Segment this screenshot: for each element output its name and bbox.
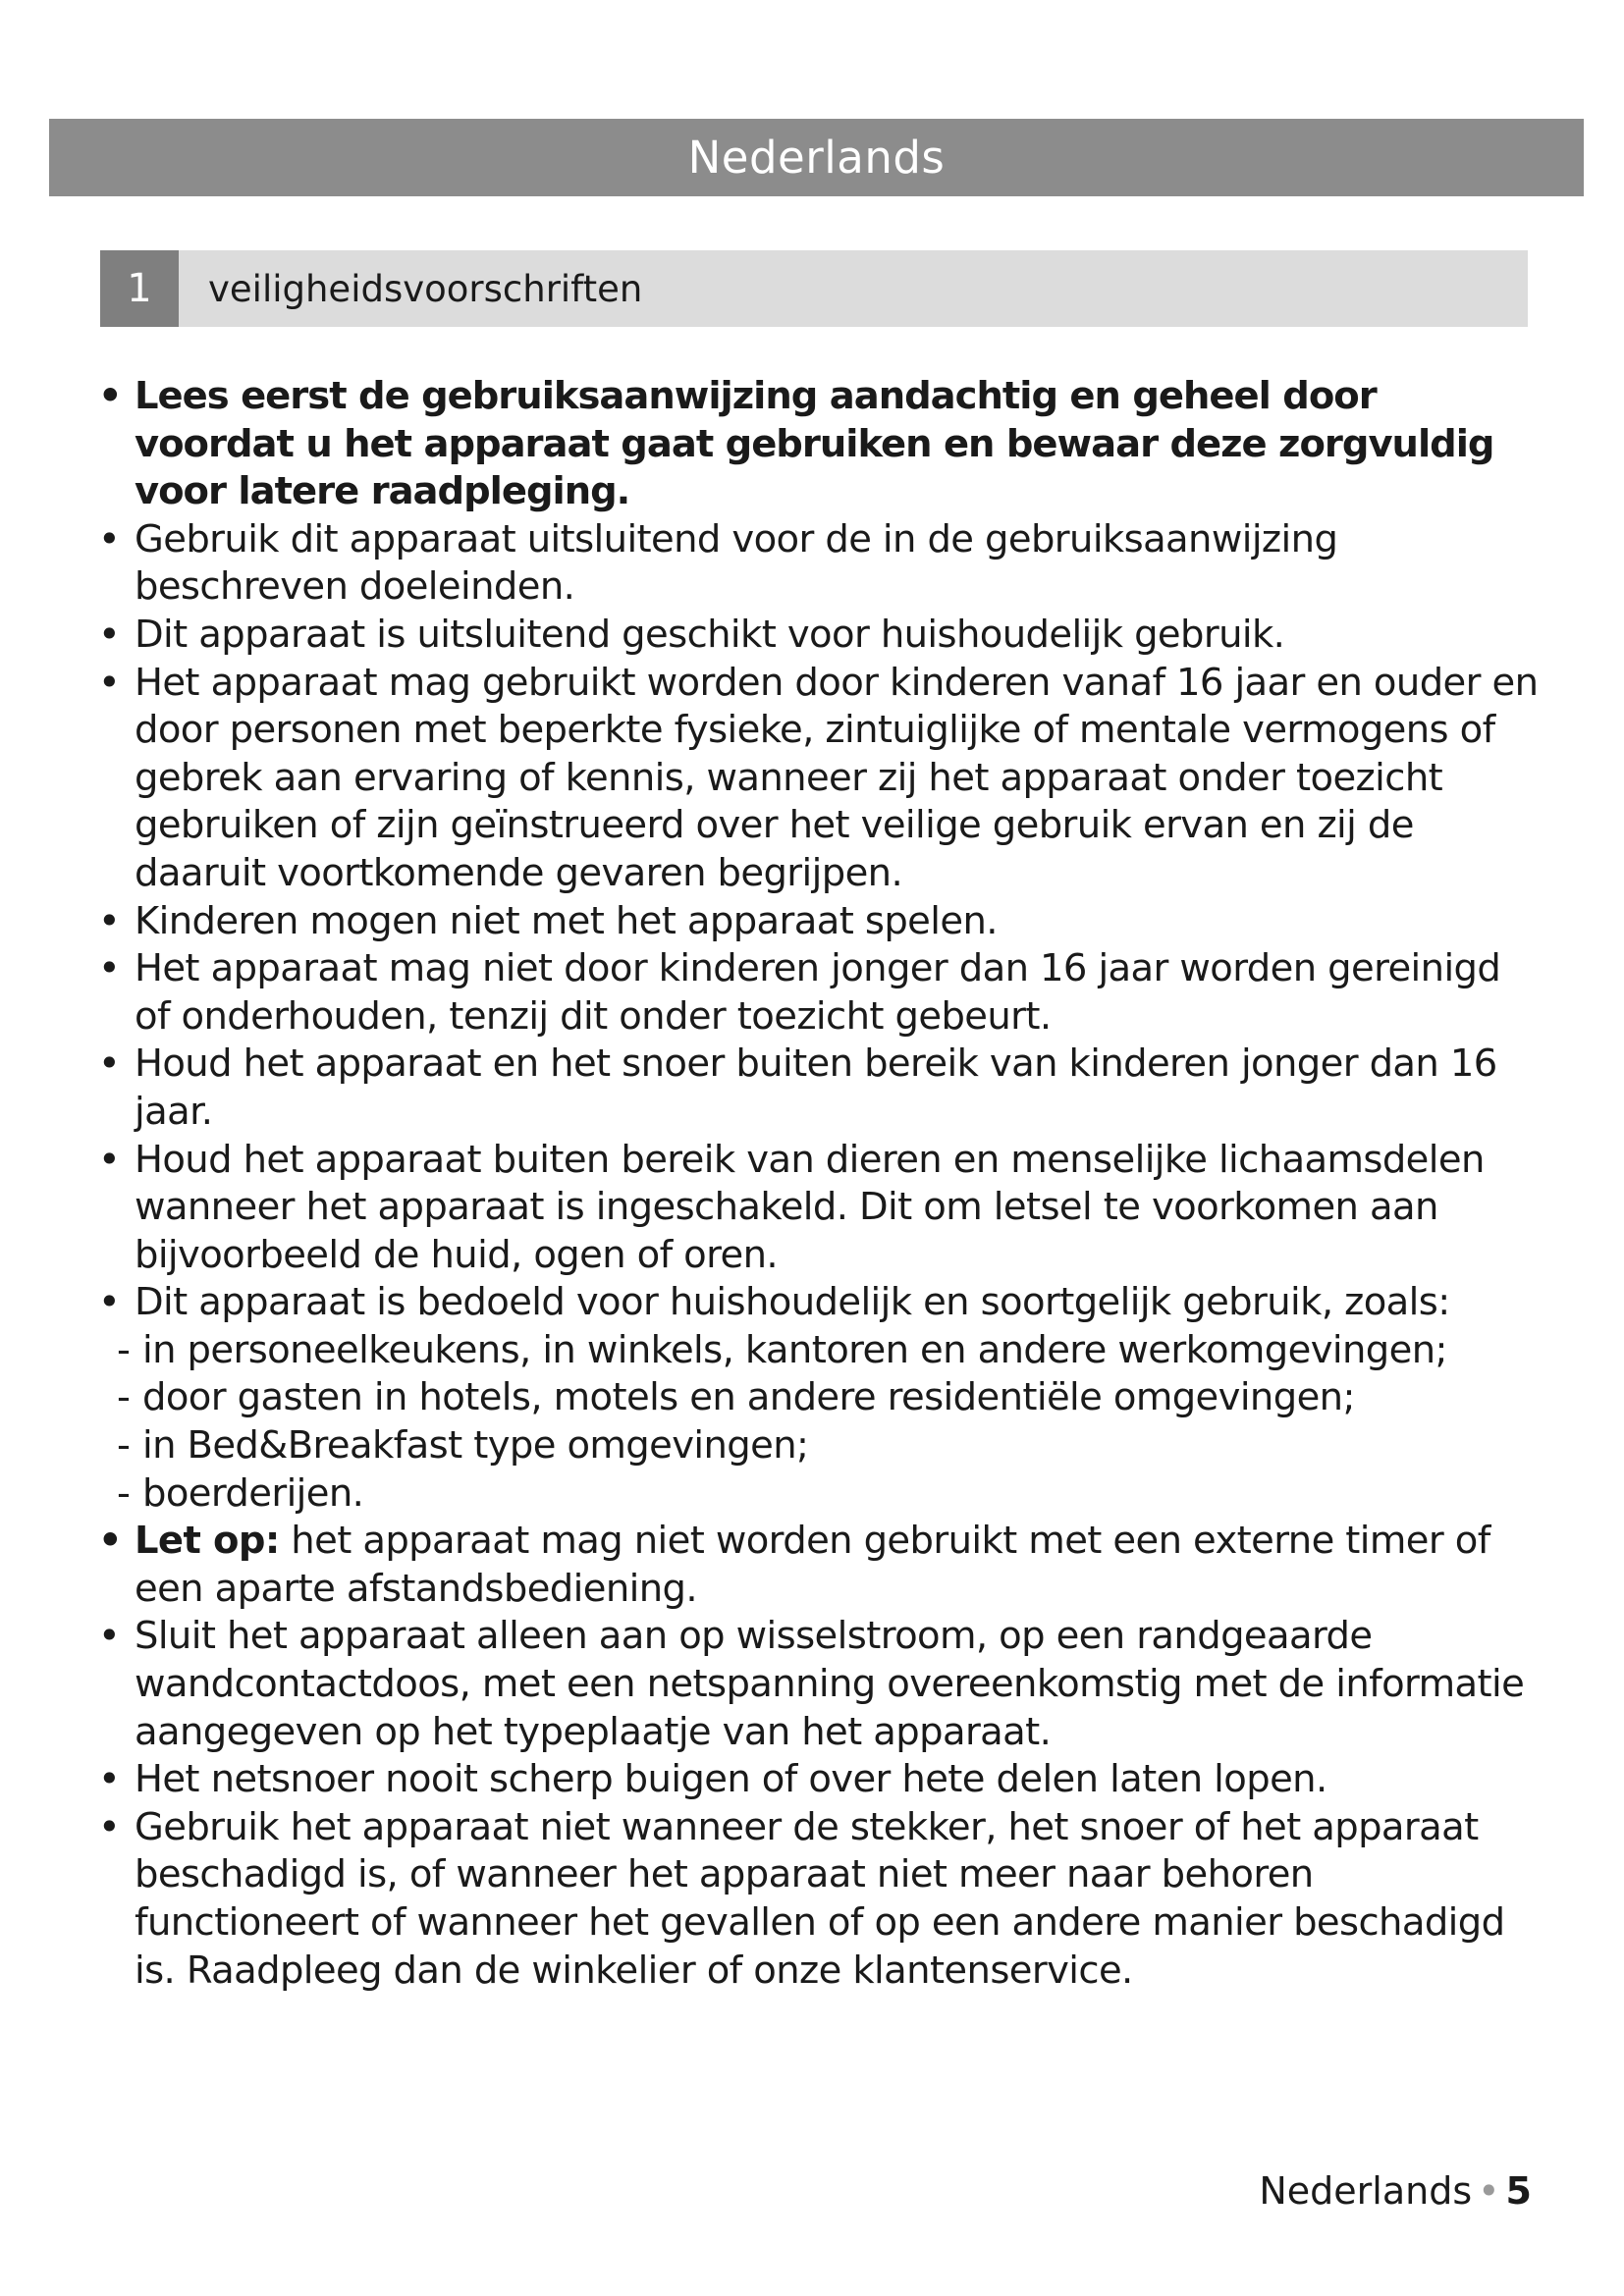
list-item [98, 1041, 1542, 1136]
dash: - [117, 1423, 131, 1468]
bullet: • [98, 374, 122, 418]
sub-list-item-text: in personeelkeukens, in winkels, kantoren en andere werkomgevingen; [142, 1327, 1447, 1372]
list-item [98, 516, 1542, 612]
dash: - [117, 1470, 131, 1516]
safety-instructions-list [98, 373, 1542, 1995]
section-header [100, 250, 1528, 327]
list-item [98, 898, 1542, 946]
page-footer [1259, 2169, 1532, 2213]
sub-list-item [98, 1470, 1542, 1519]
bullet: • [98, 612, 121, 657]
list-item-text: Houd het apparaat buiten bereik van dieren en menselijke lichaamsdelen wanneer het apparaat is ingeschakeld. Dit om letsel te voorkomen aan bijvoorbeeld de huid, ogen of oren. [135, 1137, 1485, 1277]
bullet: • [98, 1041, 121, 1087]
page-number: 5 [1505, 2169, 1532, 2213]
list-item-text: Houd het apparaat en het snoer buiten bereik van kinderen jonger dan 16 jaar. [135, 1041, 1497, 1134]
list-item [98, 1613, 1542, 1756]
bullet: • [98, 946, 121, 991]
list-item-text: Lees eerst de gebruiksaanwijzing aandachtig en geheel door voordat u het apparaat gaat gebruiken en bewaar deze zorgvuldig voor latere raadpleging. [135, 374, 1494, 514]
section-number: 1 [100, 250, 179, 327]
list-item-text: Het apparaat mag niet door kinderen jonger dan 16 jaar worden gereinigd of onderhouden, tenzij dit onder toezicht gebeurt. [135, 946, 1501, 1039]
dash: - [117, 1327, 131, 1372]
footer-language: Nederlands [1259, 2169, 1473, 2213]
dash: - [117, 1375, 131, 1420]
list-item [98, 1279, 1542, 1327]
list-item [98, 1137, 1542, 1280]
section-title: veiligheidsvoorschriften [208, 267, 643, 310]
sub-list-item [98, 1374, 1542, 1422]
bullet: • [98, 1804, 121, 1849]
list-item [98, 945, 1542, 1041]
list-item-text: Dit apparaat is bedoeld voor huishoudelijk en soortgelijk gebruik, zoals: [135, 1280, 1450, 1325]
list-item [98, 612, 1542, 660]
list-item [98, 373, 1542, 516]
language-banner [49, 119, 1584, 196]
list-item-text: Het netsnoer nooit scherp buigen of over hete delen laten lopen. [135, 1757, 1327, 1802]
let-op-label: Let op: [135, 1519, 280, 1564]
sub-list-item [98, 1422, 1542, 1470]
list-item [98, 1756, 1542, 1804]
sub-list-item-text: in Bed&Breakfast type omgevingen; [142, 1423, 809, 1468]
bullet: • [98, 1614, 121, 1659]
sub-list-item-text: door gasten in hotels, motels en andere residentiële omgevingen; [142, 1375, 1355, 1420]
list-item-text: Sluit het apparaat alleen aan op wisselstroom, op een randgeaarde wandcontactdoos, met een netspanning overeenkomstig met de informatie aangegeven op het typeplaatje van het apparaat. [135, 1614, 1525, 1754]
let-op-text: het apparaat mag niet worden gebruikt met een externe timer of een aparte afstandsbediening. [135, 1519, 1490, 1611]
list-item-text: Kinderen mogen niet met het apparaat spelen. [135, 898, 998, 943]
list-item-text: Dit apparaat is uitsluitend geschikt voor huishoudelijk gebruik. [135, 612, 1285, 657]
bullet: • [98, 516, 121, 561]
bullet: • [98, 898, 121, 943]
bullet: • [98, 1137, 121, 1182]
list-item [98, 1804, 1542, 1995]
bullet: • [98, 660, 121, 705]
language-title: Nederlands [687, 132, 946, 184]
bullet: • [98, 1280, 121, 1325]
list-item [98, 660, 1542, 898]
sub-list-item-text: boerderijen. [142, 1470, 364, 1516]
bullet: • [98, 1757, 121, 1802]
footer-separator: • [1478, 2169, 1500, 2213]
list-item-text: Het apparaat mag gebruikt worden door kinderen vanaf 16 jaar en ouder en door personen met beperkte fysieke, zintuiglijke of mentale vermogens of gebrek aan ervaring of kennis, wanneer zij het apparaat onder toezicht gebruiken of zijn geïnstrueerd over het veilige gebruik ervan en zij de daaruit voortkomende gevaren begrijpen. [135, 660, 1539, 895]
list-item-text: Gebruik dit apparaat uitsluitend voor de in de gebruiksaanwijzing beschreven doeleinden. [135, 516, 1338, 610]
bullet: • [98, 1519, 123, 1564]
list-item-text: Gebruik het apparaat niet wanneer de stekker, het snoer of het apparaat beschadigd is, of wanneer het apparaat niet meer naar behoren functioneert of wanneer het gevallen of op een andere manier beschadigd is. Raadpleeg dan de winkelier of onze klantenservice. [135, 1804, 1505, 1993]
list-item-let-op [98, 1518, 1542, 1613]
sub-list-item [98, 1327, 1542, 1375]
